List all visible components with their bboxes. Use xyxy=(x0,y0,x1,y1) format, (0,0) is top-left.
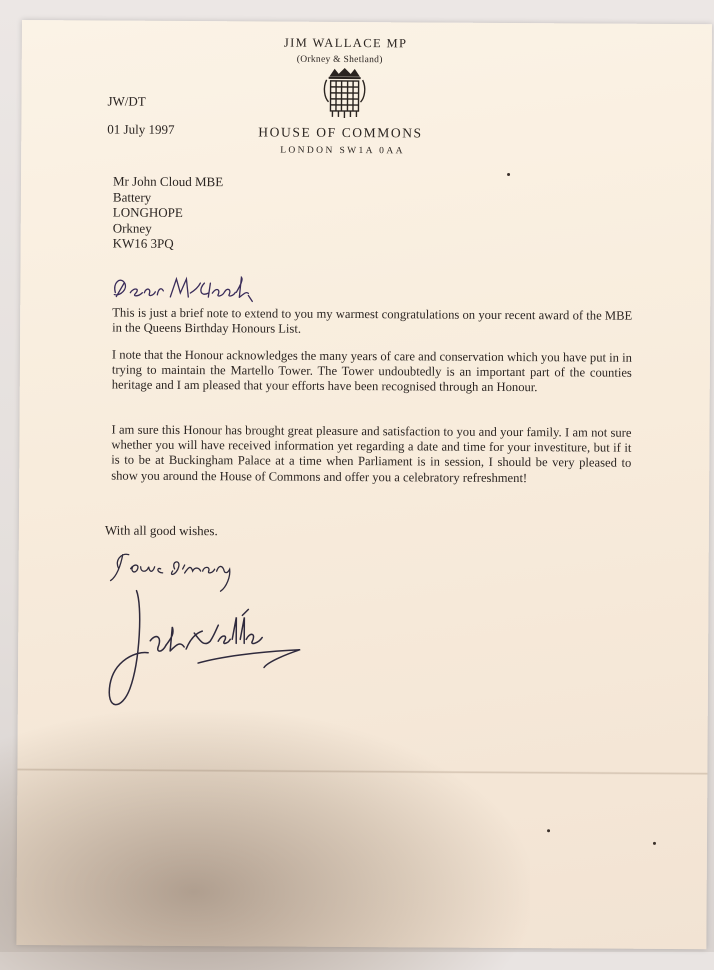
recipient-line: Mr John Cloud MBE xyxy=(113,174,223,190)
body-paragraph: I am sure this Honour has brought great pleasure and satisfaction to you and your family. I am not sure whether you will have received information yet regarding a date and time for your investiture, but if it is to be at Buckingham Palace at a time when Parliament is in session, I should be very pleased to show you around the House of Commons and offer you a celebratory refreshment! xyxy=(111,423,631,487)
letterhead-house: HOUSE OF COMMONS xyxy=(258,124,422,141)
letterhead-mp-name: JIM WALLACE MP xyxy=(284,36,408,52)
letterhead-constituency: (Orkney & Shetland) xyxy=(297,55,383,66)
handwritten-salutation xyxy=(114,277,252,302)
reference-code: JW/DT xyxy=(107,94,145,110)
recipient-line: Battery xyxy=(113,189,223,205)
body-paragraph: I note that the Honour acknowledges the many years of care and conservation which you have put in in trying to maintain the Martello Tower. The Tower undoubtedly is an important part of the counties heritage and I am pleased that your efforts have been recognised through an Honour. xyxy=(112,348,632,397)
letter-date: 01 July 1997 xyxy=(107,122,174,138)
handwritten-signoff xyxy=(111,554,230,591)
recipient-line: KW16 3PQ xyxy=(113,236,223,252)
recipient-line: LONGHOPE xyxy=(113,205,223,221)
closing-line: With all good wishes. xyxy=(105,523,218,539)
handwritten-signature xyxy=(109,591,300,706)
paper-speck xyxy=(507,173,510,176)
paper-speck xyxy=(653,842,656,845)
recipient-line: Orkney xyxy=(113,220,223,236)
handwriting-layer xyxy=(16,20,712,949)
letter-sheet xyxy=(16,20,712,949)
body-paragraph: This is just a brief note to extend to you my warmest congratulations on your recent award of the MBE in the Queens Birthday Honours List. xyxy=(112,306,632,340)
letterhead-address: LONDON SW1A 0AA xyxy=(280,146,405,157)
paper-speck xyxy=(547,829,550,832)
